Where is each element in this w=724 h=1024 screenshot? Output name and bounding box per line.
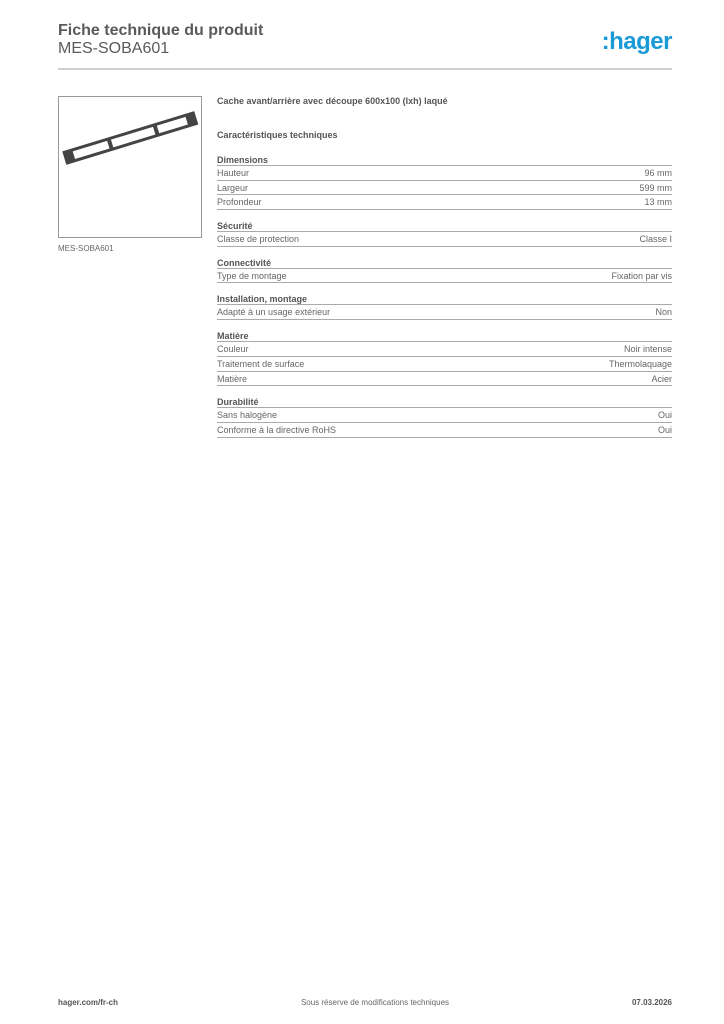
spec-value: 13 mm (644, 197, 672, 208)
product-image (58, 96, 202, 238)
spec-section (217, 293, 672, 320)
footer-disclaimer: Sous réserve de modifications techniques (300, 998, 450, 1007)
spec-row (217, 342, 672, 357)
spec-label: Type de montage (217, 270, 287, 281)
spec-value: Non (655, 307, 672, 318)
characteristics-heading: Caractéristiques techniques (217, 130, 338, 140)
spec-value: Acier (651, 373, 672, 384)
spec-section (217, 396, 672, 437)
header-divider (58, 68, 672, 70)
spec-label: Traitement de surface (217, 358, 305, 369)
spec-section (217, 257, 672, 284)
section-heading: Connectivité (217, 257, 672, 269)
footer-date: 07.03.2026 (631, 998, 672, 1007)
page-title: Fiche technique du produit (58, 22, 264, 39)
spec-row (217, 181, 672, 196)
section-heading: Matière (217, 330, 672, 342)
spec-row (217, 166, 672, 181)
spec-row (217, 195, 672, 210)
product-reference: MES-SOBA601 (58, 40, 170, 57)
spec-label: Matière (217, 373, 248, 384)
section-heading: Installation, montage (217, 293, 672, 305)
specs (217, 96, 672, 448)
spec-section (217, 220, 672, 247)
product-description: Cache avant/arrière avec découpe 600x100 (lxh) laqué (217, 96, 448, 106)
spec-value: Classe I (639, 234, 672, 245)
section-heading: Durabilité (217, 396, 672, 408)
spec-value: Oui (657, 424, 672, 435)
spec-value: Noir intense (623, 344, 672, 355)
spec-label: Profondeur (217, 197, 262, 208)
spec-row (217, 232, 672, 247)
section-heading: Sécurité (217, 220, 672, 232)
section-heading: Dimensions (217, 154, 672, 166)
spec-value: 599 mm (639, 182, 672, 193)
footer-website-link[interactable]: hager.com/fr-ch (58, 998, 119, 1007)
spec-label: Conforme à la directive RoHS (217, 424, 337, 435)
footer (58, 998, 672, 1007)
spec-label: Couleur (217, 344, 249, 355)
spec-row (217, 372, 672, 387)
spec-row (217, 423, 672, 438)
spec-value: Thermolaquage (608, 358, 672, 369)
spec-section (217, 154, 672, 210)
spec-label: Hauteur (217, 168, 250, 178)
spec-label: Adapté à un usage extérieur (217, 307, 331, 318)
image-caption: MES-SOBA601 (58, 244, 114, 253)
spec-label: Classe de protection (217, 234, 300, 245)
spec-value: 96 mm (644, 168, 672, 178)
spec-value: Fixation par vis (611, 270, 672, 281)
spec-label: Largeur (217, 182, 249, 193)
hager-logo: :hager (601, 28, 672, 55)
spec-label: Sans halogène (217, 410, 278, 421)
spec-value: Oui (657, 410, 672, 421)
spec-row (217, 357, 672, 372)
spec-row (217, 305, 672, 320)
spec-row (217, 269, 672, 284)
spec-section (217, 330, 672, 386)
spec-row (217, 408, 672, 423)
